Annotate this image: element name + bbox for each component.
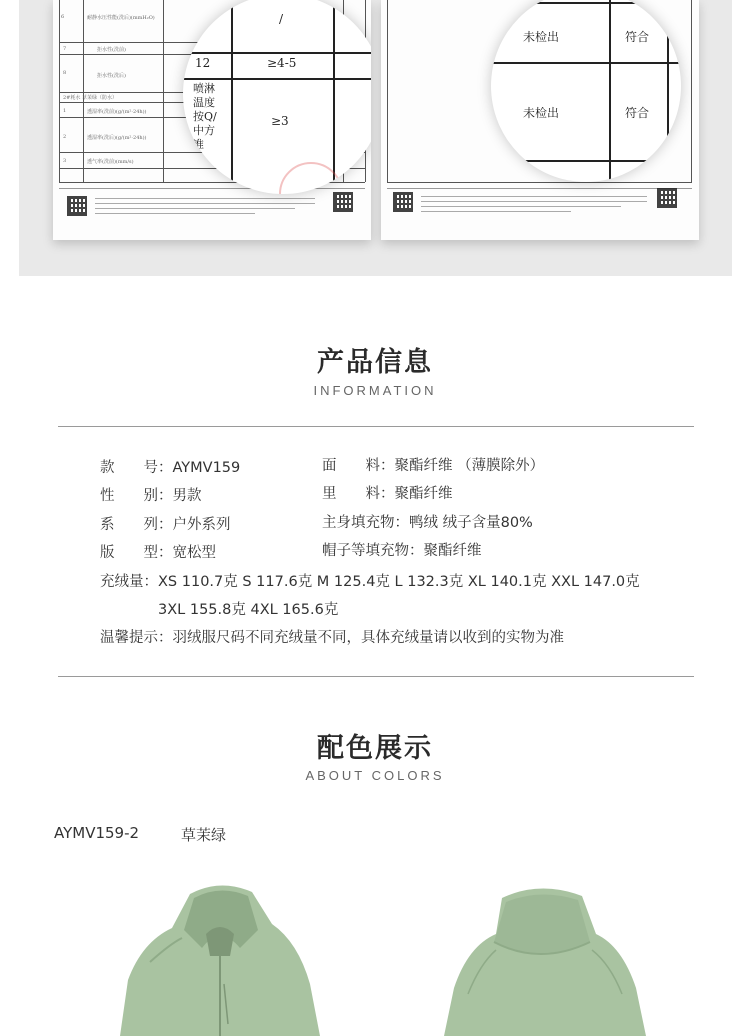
info-label: 面 料： [322, 458, 395, 474]
info-label: 版 型： [100, 545, 173, 561]
info-value: 宽松型 [172, 545, 216, 561]
info-label: 帽子等填充物： [322, 543, 424, 559]
info-value: 鸭绒 绒子含量80% [409, 515, 533, 531]
info-value: XS 110.7克 S 117.6克 M 125.4克 L 132.3克 XL 140.1克 XXL 147.0克 [158, 574, 640, 590]
info-section-subtitle: INFORMATION [313, 383, 437, 398]
qr-code-icon [657, 188, 677, 208]
report-zoom-result: 未检出 [523, 106, 560, 120]
info-top-divider [58, 426, 694, 427]
info-value: 聚酯纤维 （薄膜除外） [394, 458, 545, 474]
info-item-fit [100, 541, 216, 562]
test-report-page-left: 6 耐静水压性能(洗后)(mmH₂O) 7 拒水性(洗前) 8 拒水性(洗后) 2#耗水 草茉绿（防水） 1 透湿率(洗前)(g/(m²·24h)) 2 透湿率(洗后)(g/(m²·24h)) 3 透气率(洗前)(mm/s) / ≥4-5 ≥3 12 喷淋 温度 按Q/ 中方 准 [53, 0, 371, 240]
report-section-label: 2#耗水 草茉绿（防水） [63, 95, 117, 101]
info-fill-weight [100, 570, 640, 591]
info-value: 户外系列 [172, 517, 231, 533]
colors-section-subtitle: ABOUT COLORS [305, 768, 445, 783]
report-zoom-value: ≥3 [271, 114, 289, 128]
info-value: 聚酯纤维 [394, 486, 453, 502]
report-zoom-note: 喷淋 温度 按Q/ 中方 准 [193, 82, 217, 151]
info-fill-weight-cont: 3XL 155.8克 4XL 165.6克 [158, 602, 339, 618]
info-item-lining [322, 482, 453, 503]
report-row-label: 拒水性(洗后) [97, 73, 126, 79]
info-label: 性 别： [100, 488, 173, 504]
report-zoom-number: 12 [195, 56, 211, 70]
report-zoom-value: / [279, 12, 284, 26]
info-value: 男款 [172, 488, 202, 504]
info-value: 聚酯纤维 [423, 543, 482, 559]
report-zoom-verdict: 符合 [625, 30, 650, 44]
info-label: 系 列： [100, 517, 173, 533]
color-item-code: AYMV159-2 [54, 824, 140, 842]
info-value: AYMV159 [172, 460, 241, 476]
info-label: 充绒量： [100, 574, 158, 590]
info-label: 主身填充物： [322, 515, 409, 531]
report-row-label: 透湿率(洗后)(g/(m²·24h)) [87, 135, 147, 141]
qr-code-icon [67, 196, 87, 216]
report-row-label: 耐静水压性能(洗后)(mmH₂O) [87, 15, 155, 21]
info-label: 里 料： [322, 486, 395, 502]
info-item-hood-filling [322, 539, 482, 560]
magnifier-zoom-left [183, 0, 371, 194]
report-row-label: 透湿率(洗前)(g/(m²·24h)) [87, 109, 147, 115]
jacket-back-image [440, 884, 650, 1036]
qr-code-icon [333, 192, 353, 212]
info-item-body-filling [322, 511, 533, 532]
report-zoom-verdict: 符合 [625, 106, 650, 120]
report-zoom-value: ≥4-5 [267, 56, 297, 70]
info-label: 款 号： [100, 460, 173, 476]
qr-code-icon [393, 192, 413, 212]
info-bottom-divider [58, 676, 694, 677]
info-item-shell-fabric [322, 454, 544, 475]
test-report-panel [19, 0, 732, 276]
info-section-title: 产品信息 [317, 347, 433, 378]
jacket-front-image [120, 884, 320, 1036]
test-report-page-right [381, 0, 699, 240]
info-item-gender [100, 484, 202, 505]
info-tip: 温馨提示：羽绒服尺码不同充绒量不同，具体充绒量请以收到的实物为准 [100, 630, 564, 646]
color-item-name: 草茉绿 [181, 826, 227, 844]
magnifier-zoom-right [491, 0, 681, 182]
info-item-style-no [100, 456, 240, 477]
report-row-label: 拒水性(洗前) [97, 47, 126, 53]
info-item-series [100, 513, 231, 534]
report-row-label: 透气率(洗前)(mm/s) [87, 159, 134, 165]
colors-section-title: 配色展示 [317, 733, 433, 764]
report-zoom-result: 未检出 [523, 30, 560, 44]
